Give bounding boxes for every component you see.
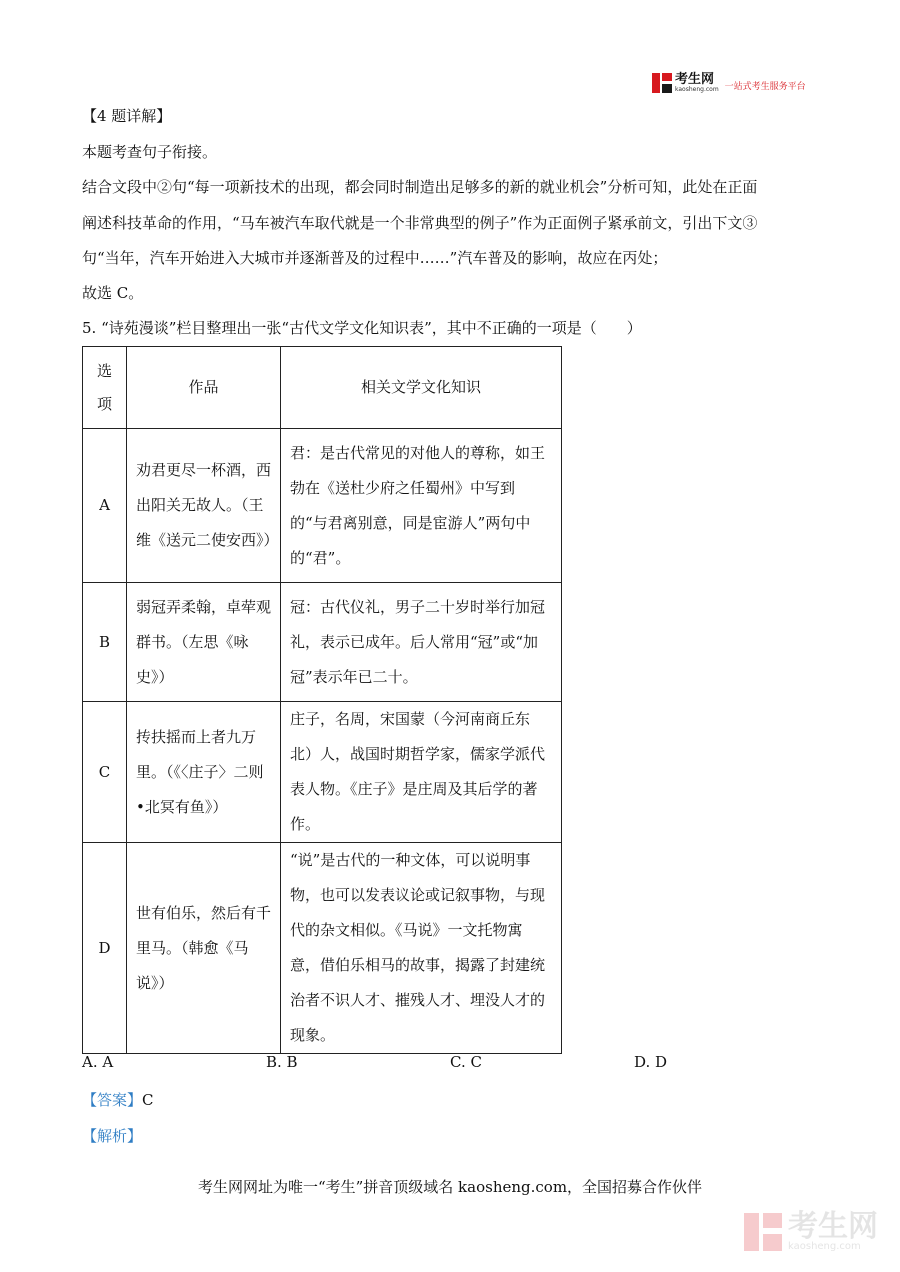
row-knowledge: 冠：古代仪礼，男子二十岁时举行加冠礼，表示已成年。后人常用“冠”或“加冠”表示年已二十。 bbox=[281, 583, 562, 702]
option-a[interactable]: A. A bbox=[82, 1053, 114, 1071]
logo-slogan: 一站式考生服务平台 bbox=[724, 81, 806, 92]
row-option: B bbox=[83, 583, 127, 702]
watermark-domain: kaosheng.com bbox=[788, 1241, 861, 1252]
q5-stem: 5. “诗苑漫谈”栏目整理出一张“古代文学文化知识表”，其中不正确的一项是（ ） bbox=[82, 319, 642, 337]
q4-line-1: 本题考查句子衔接。 bbox=[82, 143, 218, 161]
watermark-text bbox=[788, 1209, 878, 1252]
logo-domain: kaosheng.com bbox=[675, 86, 719, 93]
knowledge-table bbox=[82, 346, 562, 1054]
option-d[interactable]: D. D bbox=[634, 1053, 668, 1071]
table-row bbox=[83, 429, 562, 583]
kaosheng-watermark-icon bbox=[744, 1213, 782, 1251]
q4-line-5: 故选 C。 bbox=[82, 284, 144, 302]
answer-value: C bbox=[142, 1091, 154, 1109]
row-option: D bbox=[83, 843, 127, 1054]
header-option: 选项 bbox=[83, 347, 127, 429]
header-knowledge: 相关文学文化知识 bbox=[281, 347, 562, 429]
header-logo[interactable] bbox=[652, 72, 806, 94]
q4-line-4: 句“当年，汽车开始进入大城市并逐渐普及的过程中……”汽车普及的影响，故应在丙处； bbox=[82, 249, 668, 267]
kaosheng-logo-icon bbox=[652, 73, 672, 93]
header-work: 作品 bbox=[127, 347, 281, 429]
q4-line-3: 阐述科技革命的作用，“马车被汽车取代就是一个非常典型的例子”作为正面例子紧承前文，引出下文③ bbox=[82, 214, 758, 232]
q4-line-2: 结合文段中②句“每一项新技术的出现，都会同时制造出足够多的新的就业机会”分析可知，此处在正面 bbox=[82, 178, 758, 196]
table-row bbox=[83, 702, 562, 843]
logo-text bbox=[675, 73, 719, 93]
row-work: 世有伯乐，然后有千里马。（韩愈《马说》） bbox=[127, 843, 281, 1054]
row-option: C bbox=[83, 702, 127, 843]
watermark-name: 考生网 bbox=[788, 1209, 878, 1244]
table-row bbox=[83, 583, 562, 702]
analysis-label: 【解析】 bbox=[82, 1127, 143, 1145]
watermark bbox=[744, 1209, 878, 1252]
answer-line bbox=[82, 1088, 827, 1112]
logo-name: 考生网 bbox=[675, 72, 715, 87]
row-knowledge: 庄子，名周，宋国蒙（今河南商丘东北）人，战国时期哲学家，儒家学派代表人物。《庄子》是庄周及其后学的著作。 bbox=[281, 702, 562, 843]
q4-title: 【4 题详解】 bbox=[82, 107, 172, 125]
row-knowledge: “说”是古代的一种文体，可以说明事物，也可以发表议论或记叙事物，与现代的杂文相似。《马说》一文托物寓意，借伯乐相马的故事，揭露了封建统治者不识人才、摧残人才、埋没人才的现象。 bbox=[281, 843, 562, 1054]
row-work: 劝君更尽一杯酒，西出阳关无故人。（王维《送元二使安西》） bbox=[127, 429, 281, 583]
table-row bbox=[83, 843, 562, 1054]
row-option: A bbox=[83, 429, 127, 583]
answer-options bbox=[82, 1053, 802, 1077]
answer-label: 【答案】 bbox=[82, 1091, 143, 1109]
row-work: 弱冠弄柔翰，卓荦观群书。（左思《咏史》） bbox=[127, 583, 281, 702]
option-c[interactable]: C. C bbox=[450, 1053, 482, 1071]
page-footer: 考生网网址为唯一“考生”拼音顶级域名 kaosheng.com，全国招募合作伙伴 bbox=[197, 1178, 703, 1196]
table-header-row bbox=[83, 347, 562, 429]
option-b[interactable]: B. B bbox=[266, 1053, 298, 1071]
row-work: 抟扶摇而上者九万里。（《〈庄子〉二则•北冥有鱼》） bbox=[127, 702, 281, 843]
row-knowledge: 君：是古代常见的对他人的尊称，如王勃在《送杜少府之任蜀州》中写到的“与君离别意，同是宦游人”两句中的“君”。 bbox=[281, 429, 562, 583]
